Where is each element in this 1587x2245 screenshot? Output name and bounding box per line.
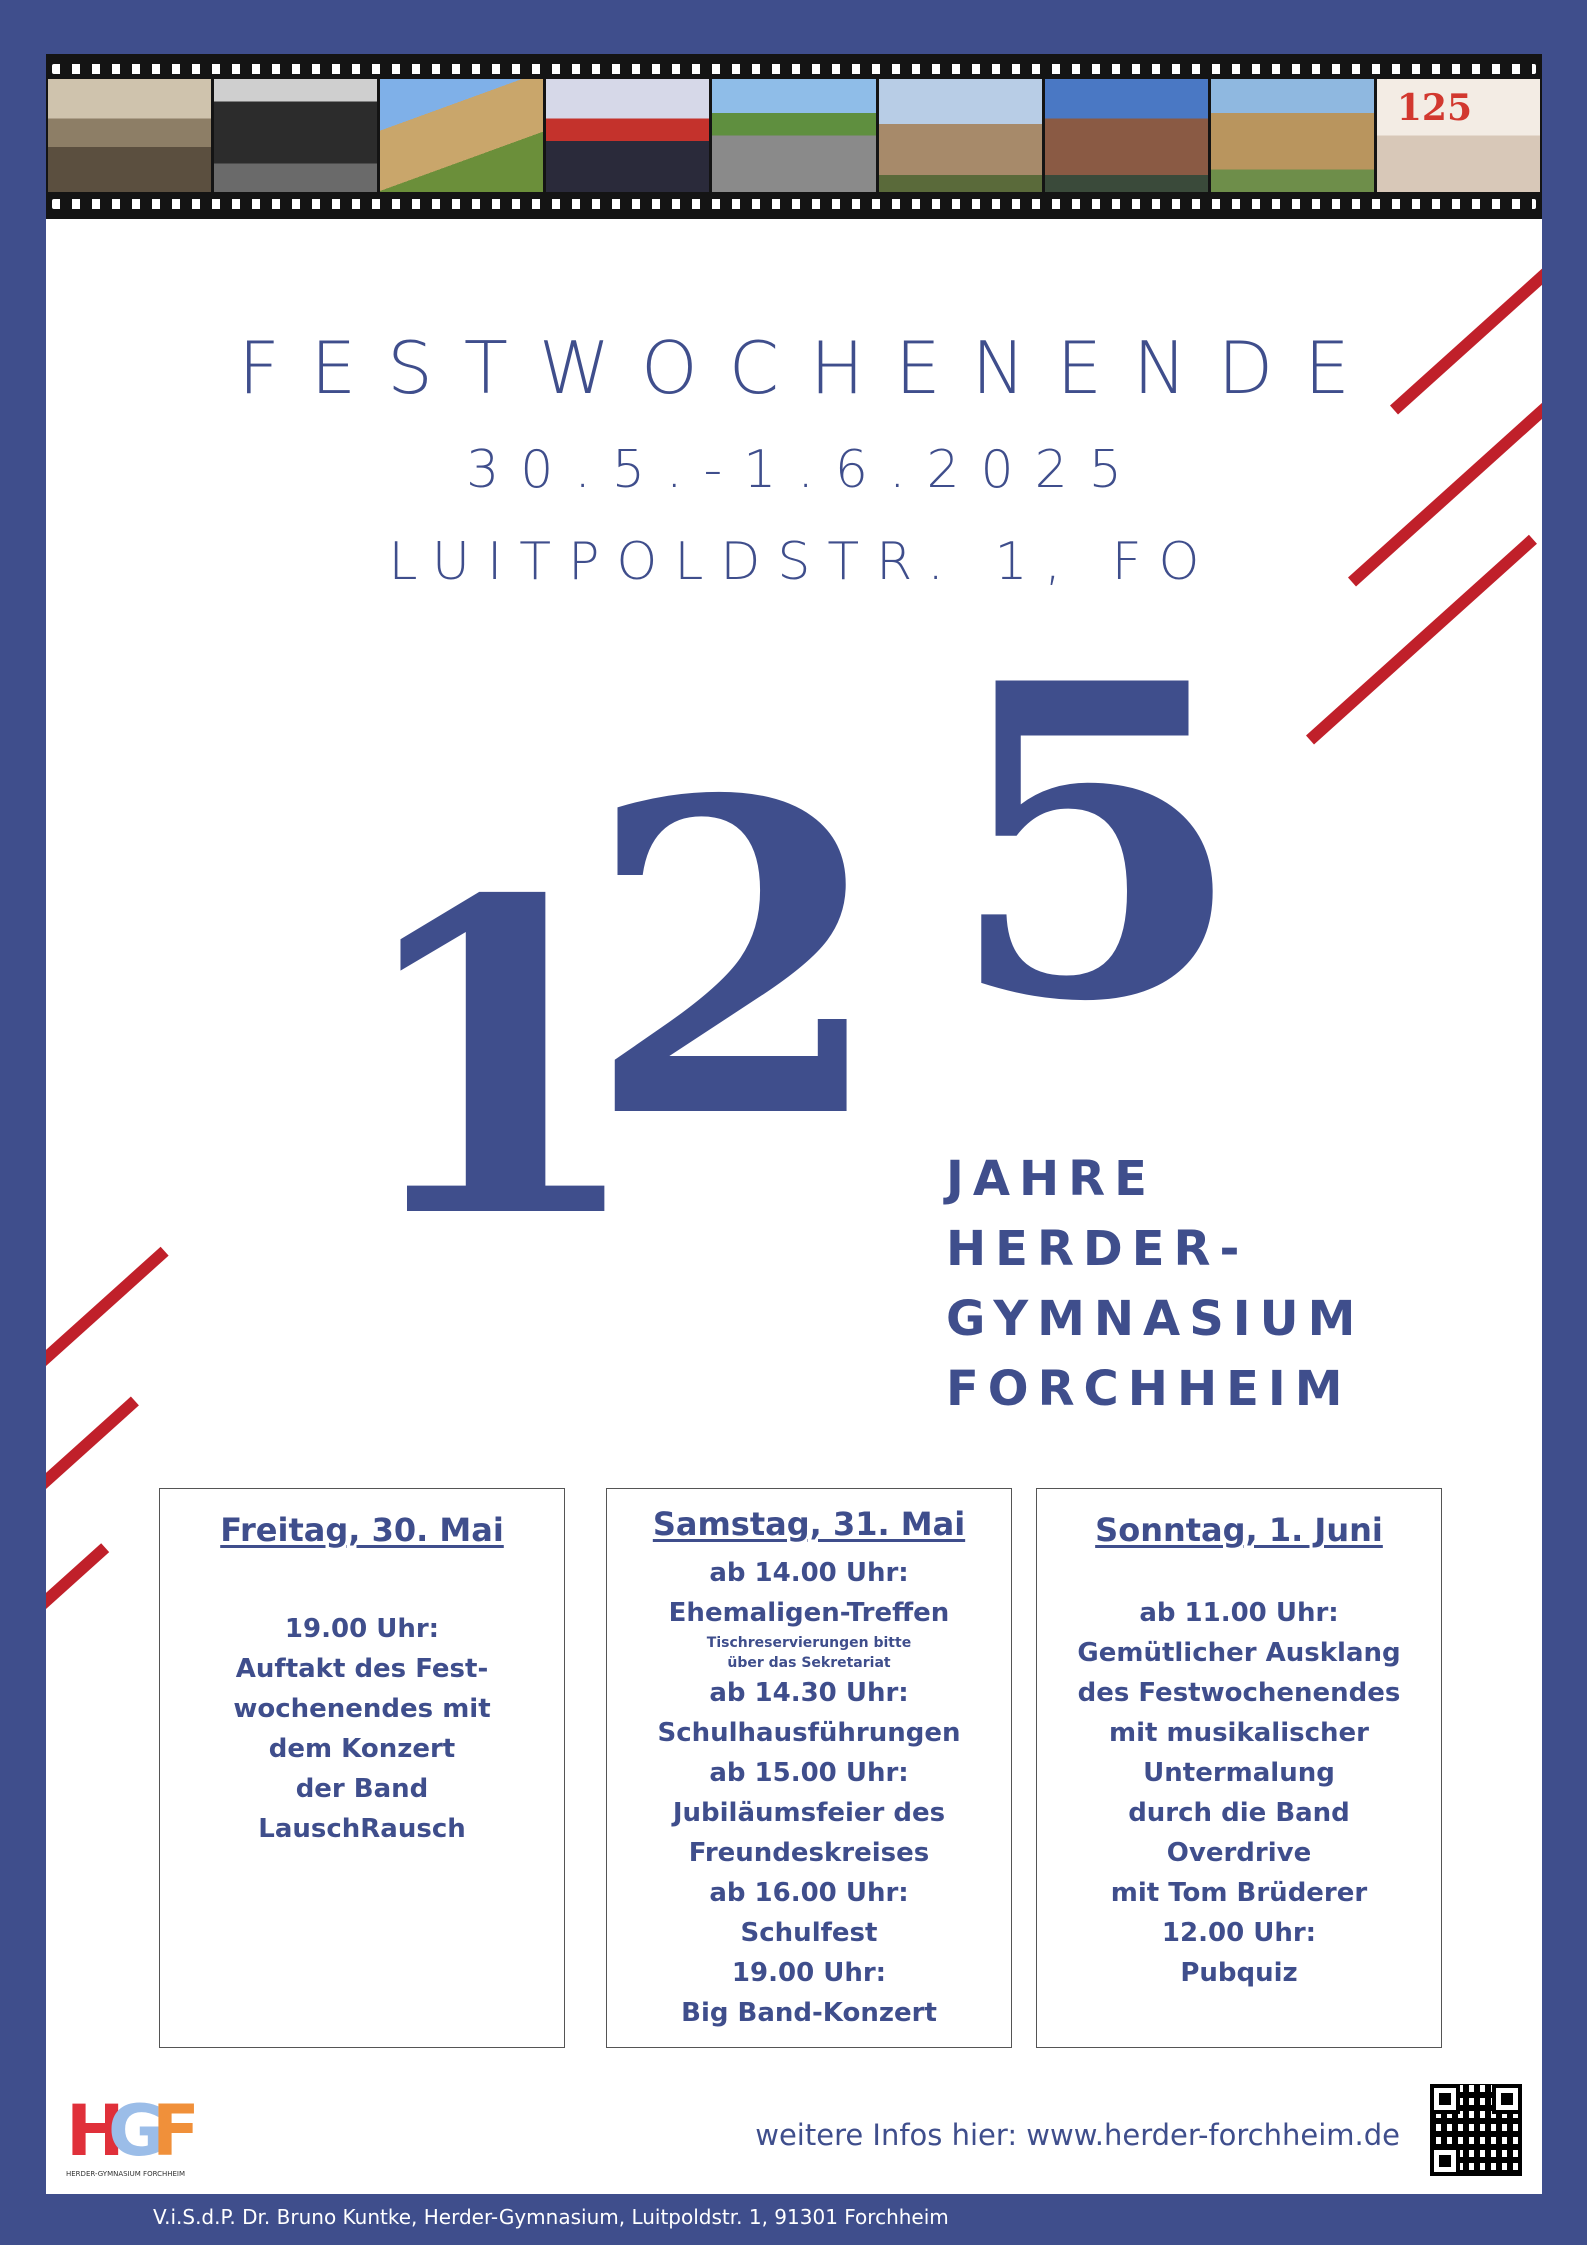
program-line: der Band bbox=[295, 1774, 429, 1804]
photo-classroom bbox=[48, 79, 211, 192]
photo-schoolyard-crowd bbox=[712, 79, 875, 192]
program-line: Ehemaligen-Treffen bbox=[668, 1598, 950, 1628]
caption-line: HERDER- bbox=[946, 1221, 1249, 1277]
schedule-sunday bbox=[1036, 1488, 1442, 2048]
program-line: 12.00 Uhr: bbox=[1161, 1918, 1317, 1948]
schedule-saturday bbox=[606, 1488, 1012, 2048]
photo-125-balloons bbox=[1377, 79, 1540, 192]
program-line: mit musikalischer bbox=[1109, 1718, 1369, 1748]
program-line: ab 15.00 Uhr: bbox=[709, 1758, 909, 1788]
imprint: V.i.S.d.P. Dr. Bruno Kuntke, Herder-Gymnasium, Luitpoldstr. 1, 91301 Forchheim bbox=[153, 2205, 949, 2229]
digit-five: 5 bbox=[946, 591, 1246, 1096]
day-title: Samstag, 31. Mai bbox=[652, 1505, 966, 1543]
sprocket-row-top bbox=[52, 64, 1536, 74]
program-line: 19.00 Uhr: bbox=[731, 1958, 887, 1988]
day-title: Freitag, 30. Mai bbox=[220, 1511, 504, 1549]
day-program bbox=[607, 1553, 1011, 2033]
program-note: über das Sekretariat bbox=[727, 1655, 891, 1671]
film-strip bbox=[46, 54, 1542, 219]
day-program bbox=[1037, 1593, 1441, 1993]
qr-corner bbox=[1492, 2084, 1522, 2114]
logo-letter-f: F bbox=[152, 2090, 200, 2172]
red-stripe-bottom-3 bbox=[46, 1543, 109, 1632]
program-line: wochenendes mit bbox=[233, 1694, 491, 1724]
poster bbox=[46, 54, 1542, 2194]
day-title: Sonntag, 1. Juni bbox=[1095, 1511, 1383, 1549]
photo-stage bbox=[546, 79, 709, 192]
program-line: Jubiläumsfeier des bbox=[672, 1798, 946, 1828]
logo-letter-h: H bbox=[66, 2090, 125, 2172]
caption-line: GYMNASIUM bbox=[946, 1291, 1365, 1347]
program-line: LauschRausch bbox=[258, 1814, 466, 1844]
qr-corner bbox=[1430, 2084, 1460, 2114]
program-line: des Festwochenendes bbox=[1077, 1678, 1401, 1708]
sprocket-row-bottom bbox=[52, 199, 1536, 209]
program-line: Auftakt des Fest- bbox=[235, 1654, 489, 1684]
program-line: Schulhausführungen bbox=[657, 1718, 961, 1748]
program-line: Pubquiz bbox=[1180, 1958, 1298, 1988]
digit-one: 1 bbox=[348, 808, 648, 1313]
photo-building-evening bbox=[1045, 79, 1208, 192]
photo-group bbox=[214, 79, 377, 192]
caption-line: JAHRE bbox=[946, 1151, 1156, 1207]
program-line: ab 14.30 Uhr: bbox=[709, 1678, 909, 1708]
event-title: FESTWOCHENENDE bbox=[238, 326, 1381, 410]
program-line: dem Konzert bbox=[268, 1734, 456, 1764]
program-line: ab 11.00 Uhr: bbox=[1139, 1598, 1339, 1628]
logo-caption: HERDER-GYMNASIUM FORCHHEIM bbox=[66, 2170, 186, 2178]
digit-two: 2 bbox=[586, 708, 886, 1213]
program-line: Gemütlicher Ausklang bbox=[1077, 1638, 1401, 1668]
program-line: 19.00 Uhr: bbox=[284, 1614, 440, 1644]
film-frames bbox=[46, 79, 1542, 192]
photo-building-tower bbox=[380, 79, 543, 192]
program-line: mit Tom Brüderer bbox=[1110, 1878, 1368, 1908]
caption-line: FORCHHEIM bbox=[946, 1361, 1352, 1417]
day-program bbox=[160, 1609, 564, 1849]
logo-letter-g: G bbox=[108, 2090, 166, 2172]
balloon-125: 125 bbox=[1396, 87, 1473, 129]
anniversary-caption bbox=[946, 1144, 1364, 1424]
program-line: ab 16.00 Uhr: bbox=[709, 1878, 909, 1908]
photo-building-trees bbox=[1211, 79, 1374, 192]
photo-building-front bbox=[879, 79, 1042, 192]
program-line: ab 14.00 Uhr: bbox=[709, 1558, 909, 1588]
red-stripe-bottom-2 bbox=[46, 1396, 139, 1512]
school-logo bbox=[66, 2090, 206, 2180]
qr-code-icon[interactable] bbox=[1430, 2084, 1522, 2176]
schedule-friday bbox=[159, 1488, 565, 2048]
program-line: Schulfest bbox=[740, 1918, 878, 1948]
program-line: Big Band-Konzert bbox=[681, 1998, 937, 2028]
program-line: Untermalung bbox=[1143, 1758, 1335, 1788]
event-address: LUITPOLDSTR. 1, FO bbox=[388, 532, 1217, 592]
qr-corner bbox=[1430, 2146, 1460, 2176]
program-line: durch die Band bbox=[1128, 1798, 1350, 1828]
program-line: Freundeskreises bbox=[688, 1838, 930, 1868]
red-stripe-bottom-1 bbox=[46, 1247, 169, 1390]
event-dates: 30.5.-1.6.2025 bbox=[466, 440, 1143, 500]
program-line: Overdrive bbox=[1166, 1838, 1312, 1868]
info-link[interactable]: weitere Infos hier: www.herder-forchheim.de bbox=[755, 2118, 1400, 2152]
program-note: Tischreservierungen bitte bbox=[706, 1635, 912, 1651]
